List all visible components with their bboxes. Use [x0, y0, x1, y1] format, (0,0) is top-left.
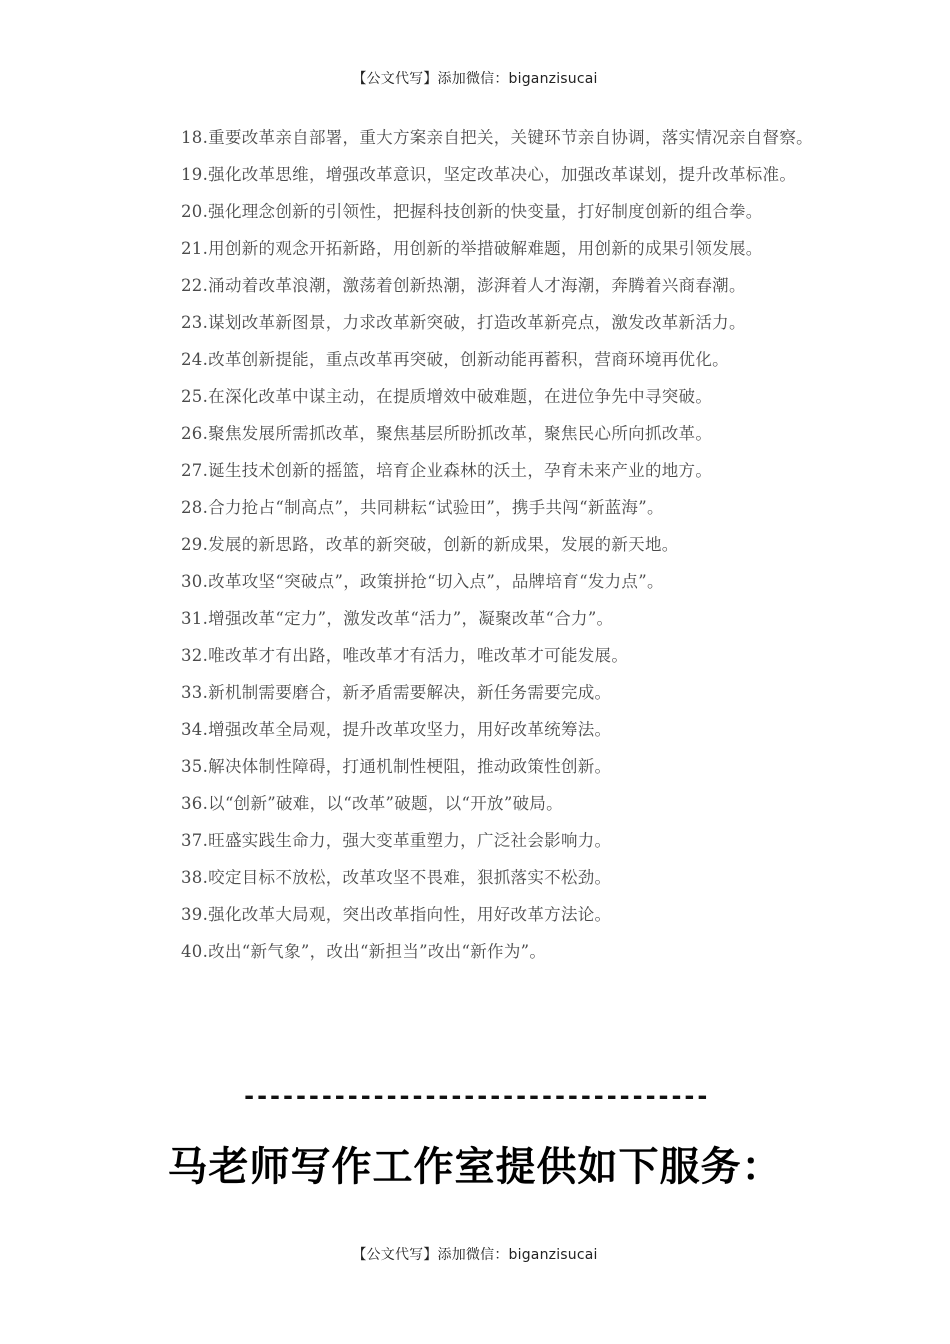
- paragraph-33: 33.新机制需要磨合，新矛盾需要解决，新任务需要完成。: [181, 683, 612, 702]
- paragraph-31: 31.增强改革“定力”，激发改革“活力”，凝聚改革“合力”。: [181, 609, 614, 628]
- paragraph-23: 23.谋划改革新图景，力求改革新突破，打造改革新亮点，激发改革新活力。: [181, 313, 746, 332]
- paragraph-34: 34.增强改革全局观，提升改革攻坚力，用好改革统筹法。: [181, 720, 612, 739]
- paragraph-20: 20.强化理念创新的引领性，把握科技创新的快变量，打好制度创新的组合拳。: [181, 202, 763, 221]
- paragraph-25: 25.在深化改革中谋主动，在提质增效中破难题，在进位争先中寻突破。: [181, 387, 713, 406]
- paragraph-30: 30.改革攻坚“突破点”，政策拼抢“切入点”，品牌培育“发力点”。: [181, 572, 664, 591]
- paragraph-22: 22.涌动着改革浪潮，激荡着创新热潮，澎湃着人才海潮，奔腾着兴商春潮。: [181, 276, 746, 295]
- paragraph-19: 19.强化改革思维，增强改革意识，坚定改革决心，加强改革谋划，提升改革标准。: [181, 165, 797, 184]
- paragraph-26: 26.聚焦发展所需抓改革，聚焦基层所盼抓改革，聚焦民心所向抓改革。: [181, 424, 713, 443]
- paragraph-37: 37.旺盛实践生命力，强大变革重塑力，广泛社会影响力。: [181, 831, 612, 850]
- page-footer: 【公文代写】添加微信：biganzisucai: [352, 1247, 598, 1263]
- section-divider: ------------------------------------: [241, 1082, 709, 1110]
- paragraph-38: 38.咬定目标不放松，改革攻坚不畏难，狠抓落实不松劲。: [181, 868, 612, 887]
- paragraph-27: 27.诞生技术创新的摇篮，培育企业森林的沃土，孕育未来产业的地方。: [181, 461, 713, 480]
- paragraph-28: 28.合力抢占“制高点”，共同耕耘“试验田”，携手共闯“新蓝海”。: [181, 498, 664, 517]
- paragraph-18: 18.重要改革亲自部署，重大方案亲自把关，关键环节亲自协调，落实情况亲自督察。: [181, 128, 813, 147]
- paragraph-21: 21.用创新的观念开拓新路，用创新的举措破解难题，用创新的成果引领发展。: [181, 239, 763, 258]
- page-header: 【公文代写】添加微信：biganzisucai: [352, 71, 598, 87]
- document-body: [144, 125, 820, 976]
- paragraph-39: 39.强化改革大局观，突出改革指向性，用好改革方法论。: [181, 905, 612, 924]
- paragraph-40: 40.改出“新气象”，改出“新担当”改出“新作为”。: [181, 942, 547, 961]
- paragraph-24: 24.改革创新提能，重点改革再突破，创新动能再蓄积，营商环境再优化。: [181, 350, 729, 369]
- paragraph-32: 32.唯改革才有出路，唯改革才有活力，唯改革才可能发展。: [181, 646, 629, 665]
- paragraph-35: 35.解决体制性障碍，打通机制性梗阻，推动政策性创新。: [181, 757, 612, 776]
- service-title: 马老师写作工作室提供如下服务：: [167, 1144, 783, 1190]
- paragraph-29: 29.发展的新思路，改革的新突破，创新的新成果，发展的新天地。: [181, 535, 679, 554]
- paragraph-36: 36.以“创新”破难，以“改革”破题，以“开放”破局。: [181, 794, 563, 813]
